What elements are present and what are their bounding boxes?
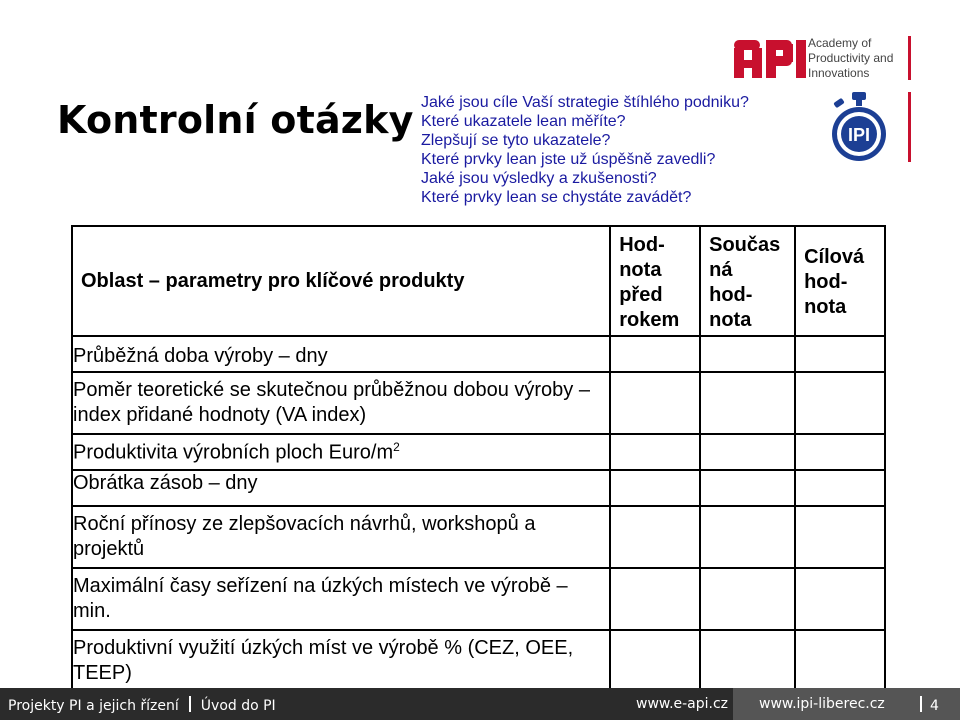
previous-year-header: Hod- nota před rokem: [610, 226, 700, 336]
slide-title: Kontrolní otázky: [57, 98, 414, 142]
question: Které prvky lean jste už úspěšně zavedli?: [421, 151, 716, 168]
table-row: [72, 336, 885, 372]
footer-separator: [189, 696, 191, 712]
table-cell: [795, 568, 885, 630]
question: Jaké jsou cíle Vaší strategie štíhlého podniku?: [421, 94, 749, 111]
site-link-ipi[interactable]: www.ipi-liberec.cz: [759, 696, 885, 712]
target-value-header: Cílová hod- nota: [795, 226, 885, 336]
table-cell: [795, 506, 885, 568]
table-row: [72, 372, 885, 434]
area-header: Oblast – parametry pro klíčové produkty: [72, 226, 610, 336]
row-label: [72, 434, 610, 470]
table-cell: [610, 630, 700, 692]
row-label: Průběžná doba výroby – dny: [72, 336, 610, 372]
row-label-text: Produktivita výrobních ploch Euro/m: [73, 441, 394, 464]
svg-text:IPI: IPI: [847, 125, 871, 145]
table-cell: [610, 568, 700, 630]
logo-divider: [908, 92, 911, 162]
row-label: Maximální časy seřízení na úzkých místech ve výrobě – min.: [72, 568, 610, 630]
row-label: Obrátka zásob – dny: [72, 470, 610, 506]
superscript: 2: [393, 440, 400, 454]
table-cell: [700, 470, 795, 506]
table-cell: [795, 372, 885, 434]
logo-divider: [908, 36, 911, 80]
parameters-table: [71, 225, 886, 693]
row-label: Poměr teoretické se skutečnou průběžnou dobou výroby – index přidané hodnoty (VA index): [72, 372, 610, 434]
table-cell: [610, 470, 700, 506]
current-value-header: Součas ná hod- nota: [700, 226, 795, 336]
table-cell: [610, 336, 700, 372]
question: Jaké jsou výsledky a zkušenosti?: [421, 170, 657, 187]
ipi-stopwatch-icon: [828, 90, 890, 164]
table-cell: [700, 434, 795, 470]
question: Které ukazatele lean měříte?: [421, 113, 626, 130]
table-cell: [700, 372, 795, 434]
table-header-row: [72, 226, 885, 336]
table-cell: [795, 336, 885, 372]
course-label: Projekty PI a jejich řízení: [8, 698, 179, 714]
site-link-eapi[interactable]: www.e-api.cz: [636, 696, 729, 712]
table-cell: [610, 506, 700, 568]
section-label: Úvod do PI: [200, 698, 276, 714]
question: Které prvky lean se chystáte zavádět?: [421, 189, 692, 206]
table-row: [72, 470, 885, 506]
question-list: [421, 93, 749, 207]
table-row: [72, 506, 885, 568]
table-cell: [610, 434, 700, 470]
footer-bar: [0, 688, 960, 720]
logo-text: Academy of Productivity and Innovations: [808, 36, 894, 80]
row-label: Roční přínosy ze zlepšovacích návrhů, workshopů a projektů: [72, 506, 610, 568]
table-cell: [795, 630, 885, 692]
table-cell: [795, 434, 885, 470]
table-cell: [700, 506, 795, 568]
table-row: [72, 630, 885, 692]
page-number: 4: [920, 696, 939, 714]
table-cell: [795, 470, 885, 506]
table-cell: [700, 568, 795, 630]
footer-breadcrumb: [8, 696, 276, 714]
question: Zlepšují se tyto ukazatele?: [421, 132, 611, 149]
table-cell: [700, 630, 795, 692]
table-cell: [610, 372, 700, 434]
table-row: [72, 434, 885, 470]
row-label: Produktivní využití úzkých míst ve výrobě % (CEZ, OEE, TEEP): [72, 630, 610, 692]
table-cell: [700, 336, 795, 372]
table-row: [72, 568, 885, 630]
footer-separator: [920, 696, 922, 712]
